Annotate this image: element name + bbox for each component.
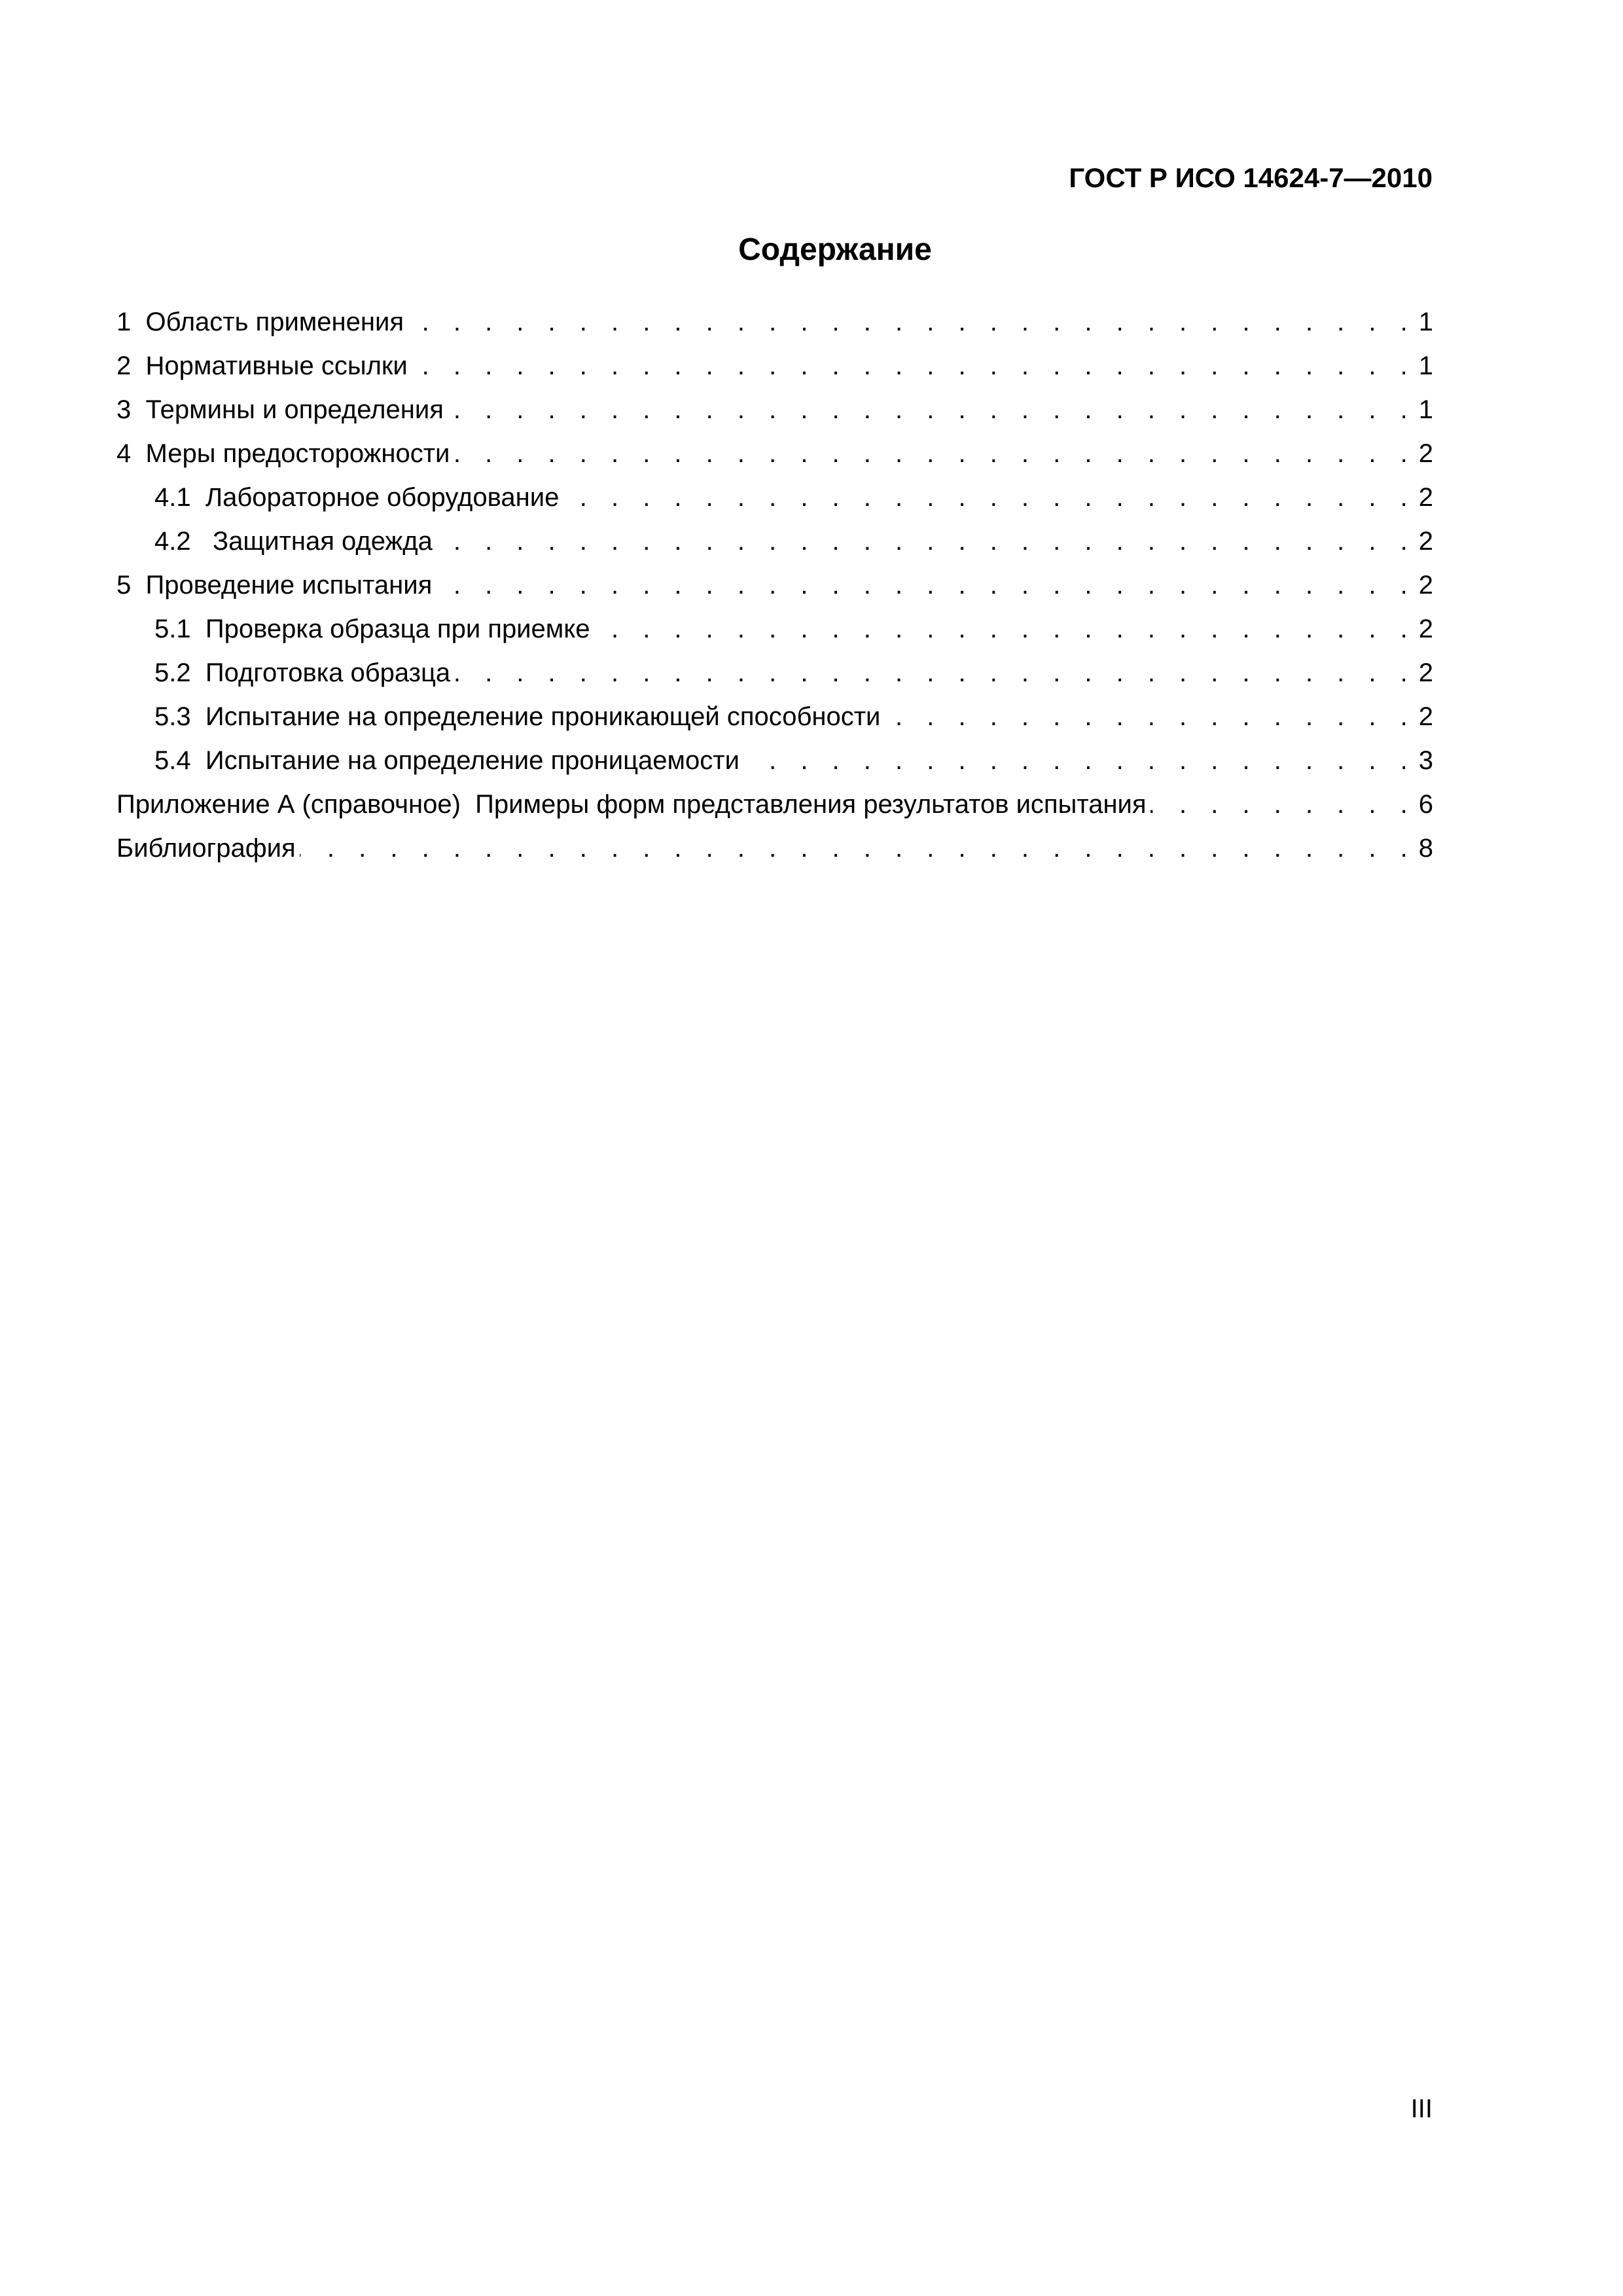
table-of-contents (116, 308, 1433, 878)
toc-entry-page: 8 (1418, 834, 1433, 863)
toc-entry-label: 3 Термины и определения (116, 395, 444, 424)
toc-dot-leader (408, 308, 1416, 337)
toc-dot-leader (884, 702, 1416, 732)
toc-entry-label: 5.1 Проверка образца при приемке (154, 615, 590, 643)
toc-entry[interactable] (116, 308, 1433, 351)
toc-entry-label: Приложение А (справочное) Примеры форм представления результатов испытания (116, 790, 1147, 819)
toc-entry[interactable] (116, 439, 1433, 483)
toc-entry-label: 4 Меры предосторожности (116, 439, 450, 468)
toc-dot-leader (563, 483, 1416, 512)
toc-dot-leader (437, 527, 1416, 556)
toc-dot-leader (743, 746, 1416, 776)
toc-dot-leader (412, 351, 1416, 381)
toc-entry-page: 1 (1418, 395, 1433, 424)
toc-entry-page: 1 (1418, 308, 1433, 336)
toc-dot-leader (436, 571, 1416, 600)
toc-dot-leader (300, 834, 1416, 863)
toc-entry[interactable] (116, 571, 1433, 615)
toc-entry[interactable] (116, 395, 1433, 439)
toc-entry-page: 2 (1418, 702, 1433, 731)
toc-entry-page: 6 (1418, 790, 1433, 819)
toc-subentry[interactable] (116, 702, 1433, 746)
toc-entry-page: 2 (1418, 483, 1433, 512)
toc-subentry[interactable] (116, 483, 1433, 527)
toc-subentry[interactable] (116, 746, 1433, 790)
toc-dot-leader (454, 658, 1416, 688)
document-code: ГОСТ Р ИСО 14624-7—2010 (1069, 162, 1433, 193)
toc-entry-page: 2 (1418, 571, 1433, 600)
toc-entry-label: 5.4 Испытание на определение проницаемости (154, 746, 740, 775)
toc-entry-page: 2 (1418, 658, 1433, 687)
toc-entry-page: 2 (1418, 527, 1433, 556)
toc-entry-label: 2 Нормативные ссылки (116, 351, 408, 380)
toc-entry-label: 5 Проведение испытания (116, 571, 433, 600)
toc-dot-leader (454, 439, 1416, 469)
toc-entry-label: 4.1 Лабораторное оборудование (154, 483, 560, 512)
toc-entry[interactable] (116, 834, 1433, 878)
toc-dot-leader (594, 615, 1416, 644)
toc-entry-label: 4.2 Защитная одежда (154, 527, 433, 556)
toc-entry-label: 5.3 Испытание на определение проникающей способности (154, 702, 881, 731)
toc-entry-label: 5.2 Подготовка образца (154, 658, 451, 687)
toc-dot-leader (1150, 790, 1416, 819)
toc-entry[interactable] (116, 351, 1433, 395)
page-number: III (1410, 2094, 1433, 2123)
toc-entry-page: 1 (1418, 351, 1433, 380)
toc-dot-leader (448, 395, 1416, 425)
toc-entry-page: 3 (1418, 746, 1433, 775)
toc-entry-label: Библиография (116, 834, 296, 863)
toc-subentry[interactable] (116, 527, 1433, 571)
toc-entry-page: 2 (1418, 615, 1433, 643)
toc-title: Содержание (738, 232, 932, 267)
toc-entry[interactable] (116, 790, 1433, 834)
toc-entry-label: 1 Область применения (116, 308, 404, 336)
toc-subentry[interactable] (116, 658, 1433, 702)
toc-entry-page: 2 (1418, 439, 1433, 468)
toc-subentry[interactable] (116, 615, 1433, 658)
